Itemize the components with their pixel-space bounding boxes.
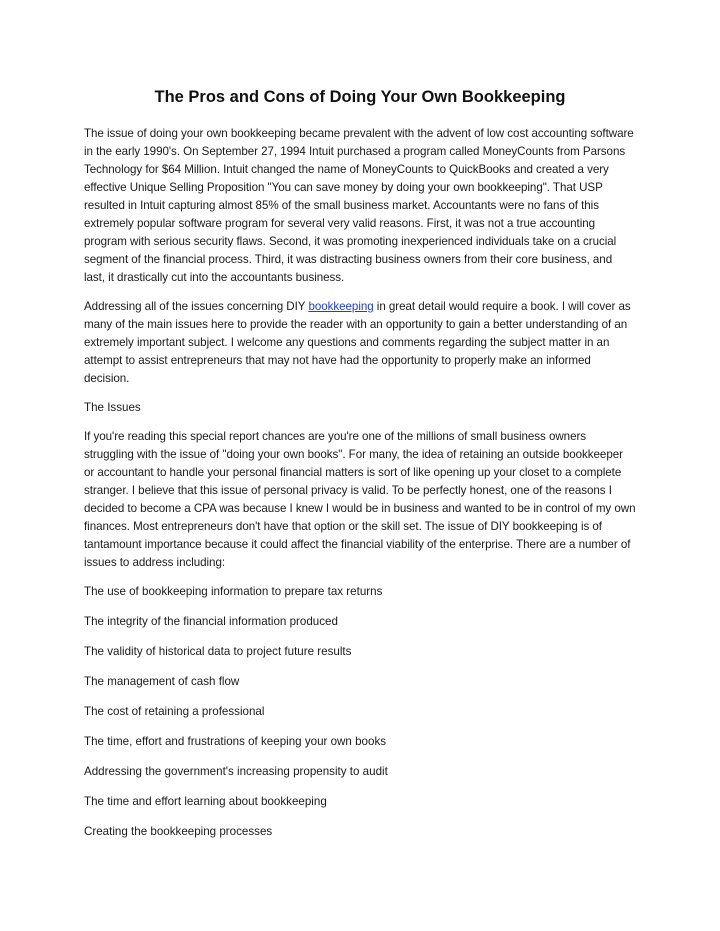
issues-intro-paragraph: If you're reading this special report chances are you're one of the millions of small business owners struggling with the issue of "doing your own books". For many, the idea of retaining an outside bookkeeper or accountant to handle your personal financial matters is sort of like opening up your closet to a complete stranger. I believe that this issue of personal privacy is valid. To be perfectly honest, one of the reasons I decided to become a CPA was because I knew I would be in business and wanted to be in control of my own finances. Most entrepreneurs don't have that option or the skill set. The issue of DIY bookkeeping is of tantamount importance because it could affect the financial viability of the enterprise. There are a number of issues to address including: [84, 430, 636, 569]
document-title: The Pros and Cons of Doing Your Own Bookkeeping [154, 88, 566, 106]
intro-paragraph: The issue of doing your own bookkeeping became prevalent with the advent of low cost accounting software in the early 1990's. On September 27, 1994 Intuit purchased a program called MoneyCounts from Parsons Technology for $64 Million. Intuit changed the name of MoneyCounts to QuickBooks and created a very effective Unique Selling Proposition "You can save money by doing your own bookkeeping". That USP resulted in Intuit capturing almost 85% of the small business market. Accountants were no fans of this extremely popular software program for several very valid reasons. First, it was not a true accounting program with serious security flaws. Second, it was promoting inexperienced individuals take on a crucial segment of the financial process. Third, it was distracting business owners from their core business, and last, it drastically cut into the accountants business. [84, 127, 634, 284]
overview-text-before-link: Addressing all of the issues concerning DIY [84, 300, 309, 313]
issue-item: The time, effort and frustrations of keeping your own books [84, 735, 387, 748]
issue-item: Addressing the government's increasing propensity to audit [84, 765, 388, 778]
issue-item: The use of bookkeeping information to prepare tax returns [84, 585, 383, 598]
issue-item: The cost of retaining a professional [84, 705, 265, 718]
issue-item: The integrity of the financial information produced [84, 615, 338, 628]
bookkeeping-link[interactable]: bookkeeping [308, 300, 374, 313]
issue-item: The management of cash flow [84, 675, 240, 688]
issue-item: The time and effort learning about bookkeeping [84, 795, 327, 808]
overview-text-after-link: in great detail would require a book. I will cover as many of the main issues here to provide the reader with an opportunity to gain a better understanding of an extremely important subject. I welcome any questions and comments regarding the subject matter in an attempt to assist entrepreneurs that may not have had the opportunity to properly make an informed decision. [84, 300, 631, 385]
overview-paragraph [84, 298, 636, 388]
issue-item: The validity of historical data to project future results [84, 645, 352, 658]
section-heading: The Issues [84, 401, 141, 414]
issue-item: Creating the bookkeeping processes [84, 825, 273, 838]
issues-list [84, 583, 636, 841]
